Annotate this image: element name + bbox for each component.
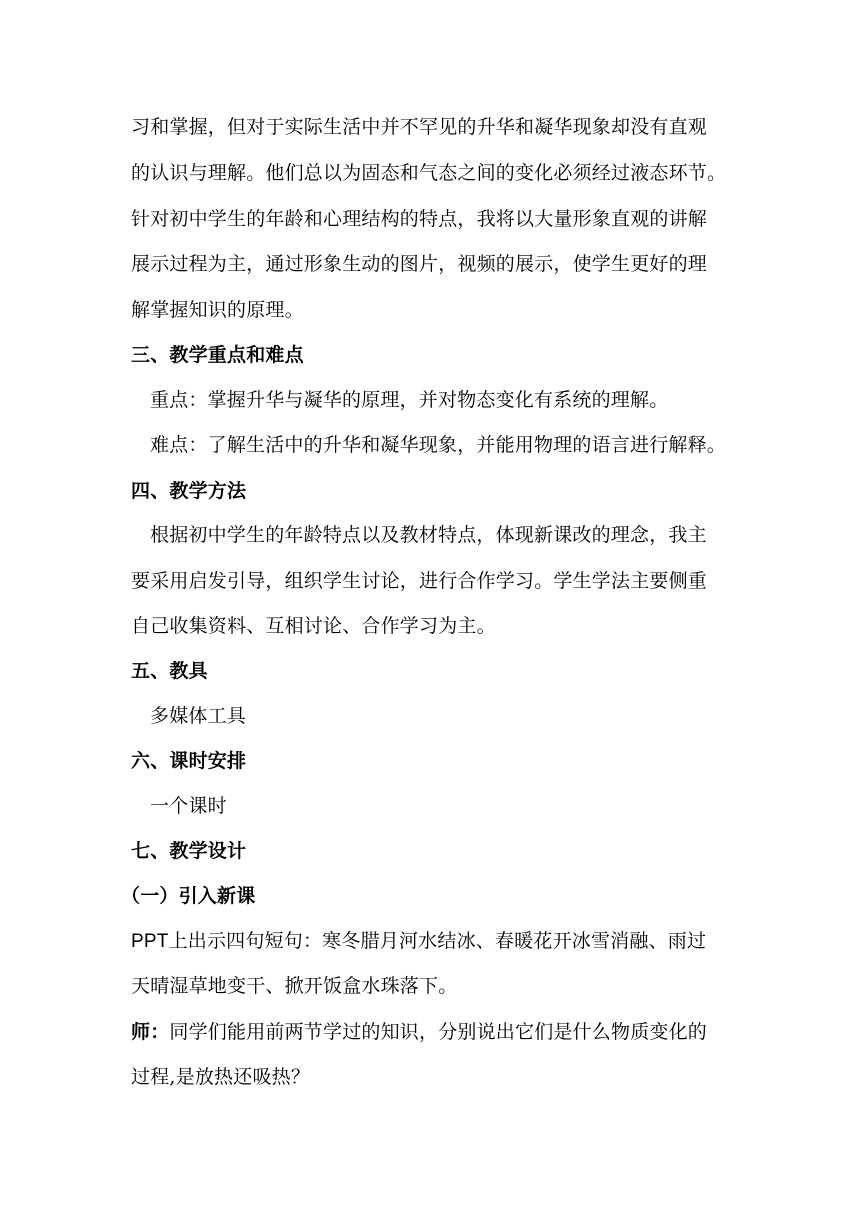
methods-text-line: 根据初中学生的年龄特点以及教材特点，体现新课改的理念，我主 <box>150 524 707 546</box>
subheading-intro: （一）引入新课 <box>121 885 256 907</box>
section-heading-methods: 四、教学方法 <box>131 480 247 502</box>
ppt-text-line: 天晴湿草地变干、掀开饭盒水珠落下。 <box>131 975 458 997</box>
ppt-text: 上出示四句短句：寒冬腊月河水结冰、春暖花开冰雪消融、雨过 <box>168 930 707 952</box>
section-heading-tools: 五、教具 <box>131 660 208 682</box>
body-text-line: 展示过程为主，通过形象生动的图片，视频的展示，使学生更好的理 <box>131 253 708 275</box>
teacher-label: 师： <box>131 1021 170 1043</box>
body-text-line: 针对初中学生的年龄和心理结构的特点，我将以大量形象直观的讲解 <box>131 208 708 230</box>
body-text-line: 的认识与理解。他们总以为固态和气态之间的变化必须经过液态环节。 <box>131 162 727 184</box>
teacher-text-line: 过程,是放热还吸热？ <box>131 1066 311 1088</box>
teacher-text-line <box>131 1019 741 1045</box>
key-point-text: 重点：掌握升华与凝华的原理，并对物态变化有系统的理解。 <box>150 389 669 411</box>
body-text-line: 习和掌握，但对于实际生活中并不罕见的升华和凝华现象却没有直观 <box>131 116 708 138</box>
methods-text-line: 要采用启发引导，组织学生讨论，进行合作学习。学生学法主要侧重 <box>131 570 708 592</box>
section-heading-schedule: 六、课时安排 <box>131 750 247 772</box>
ppt-label: PPT <box>131 931 169 952</box>
methods-text-line: 自己收集资料、互相讨论、合作学习为主。 <box>131 615 496 637</box>
ppt-text-line <box>131 928 741 955</box>
section-heading-key-points: 三、教学重点和难点 <box>131 344 304 366</box>
difficult-point-text: 难点：了解生活中的升华和凝华现象，并能用物理的语言进行解释。 <box>150 434 727 456</box>
schedule-text: 一个课时 <box>150 795 227 817</box>
section-heading-design: 七、教学设计 <box>131 840 247 862</box>
teacher-text: 同学们能用前两节学过的知识，分别说出它们是什么物质变化的 <box>169 1021 708 1043</box>
tools-text: 多媒体工具 <box>150 705 247 727</box>
body-text-line: 解掌握知识的原理。 <box>131 299 304 321</box>
